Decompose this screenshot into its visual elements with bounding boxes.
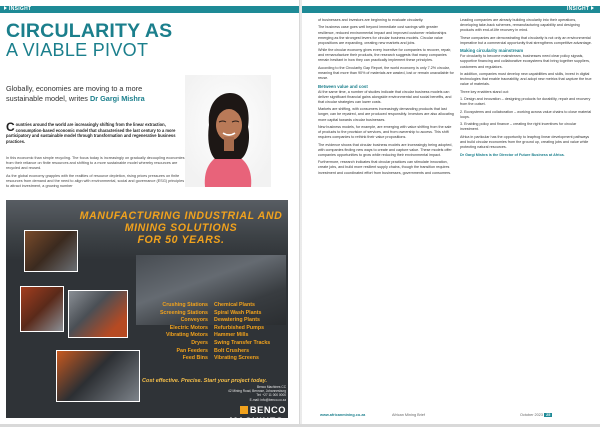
ad-product-item: Vibrating Motors — [166, 332, 208, 339]
benco-logo — [192, 405, 286, 426]
ad-photo — [20, 286, 64, 332]
ad-contact — [196, 385, 286, 402]
body-paragraph: According to the Circularity Gap Report, the world economy is only 7.2% circular, meaning that more than 90% of materials are wasted, lost or remain unavailable for reuse. — [318, 65, 454, 81]
ad-product-item: Feed Bins — [182, 355, 208, 362]
body-paragraph: In addition, companies must develop new capabilities and skills, invest in digital technologies that enable traceability, and adopt new metrics that capture the true value of materials. — [460, 72, 592, 87]
logo-mark-icon — [240, 406, 248, 414]
section-label: INSIGHT — [566, 6, 590, 12]
list-item: 2. Ecosystems and collaboration – working across value chains to close material loops. — [460, 109, 592, 119]
body-paragraph: Africa in particular has the opportunity to leapfrog linear development pathways and build circular economies from the ground up, creating jobs and value while protecting natural resources. — [460, 134, 590, 150]
ad-contact-line: E-mail: info@benco.co.za — [249, 397, 286, 402]
article-headline — [6, 22, 276, 60]
body-paragraph: As the global economy grapples with the realities of resource depletion, rising prices pressures on finite resources from demand and the need to align with environmental, social and governance (ESG) principles to attract investment, a growing number — [6, 173, 185, 189]
list-item: 1. Design and innovation – designing products for durability, repair and recovery from the outset. — [460, 97, 591, 107]
arrow-icon — [4, 6, 7, 10]
ad-product-item: Dryers — [191, 339, 208, 346]
left-body — [6, 156, 188, 191]
list-item: 3. Enabling policy and finance – creating the right incentives for circular investment. — [460, 122, 577, 132]
author-name: Dr Gargi Mishra — [89, 93, 145, 103]
footer-issue — [520, 413, 552, 417]
body-paragraph: Leading companies are already building circularity into their operations, developing take-back schemes, remanufacturing capability and designing products with end-of-life recovery in mind. — [460, 18, 580, 33]
ad-tagline: Cost effective. Precise. Start your project today. — [142, 378, 268, 384]
body-paragraph: Furthermore, research indicates that circular practices can stimulate innovation, create jobs, and build more resilient supply chains, though the transition requires investment and coordinated effort from businesses, governments and consumers. — [318, 160, 452, 175]
ad-logo-text: BENCO MACHINES. — [229, 405, 286, 426]
ad-title-line: MANUFACTURING INDUSTRIAL AND — [79, 210, 283, 222]
author-bio: Dr Gargi Mishra is the Director of Future Business at Africa. — [460, 152, 565, 157]
arrow-icon — [591, 6, 594, 10]
body-paragraph: The business case goes well beyond immediate cost savings with greater resilience, reduced environmental impact and improved customer relationships emerging as the strongest levers for circular business models. Circular value propositions are expanding, creating new markets and jobs. — [318, 25, 447, 45]
ad-product-item: Crushing Stations — [162, 302, 208, 308]
left-page — [0, 0, 300, 424]
body-paragraph: of businesses and investors are beginning to evaluate circularity. — [318, 18, 424, 22]
ad-title-line: MINING SOLUTIONS — [124, 222, 238, 234]
ad-product-item: Refurbished Pumps — [214, 324, 265, 331]
footer-website[interactable] — [320, 413, 365, 417]
headline-main: CIRCULARITY AS — [6, 20, 173, 42]
ad-product-item: Spiral Wash Plants — [214, 309, 262, 316]
dropcap: C — [6, 120, 15, 134]
section-label-bar — [0, 6, 300, 13]
ad-product-item: Dewatering Plants — [214, 317, 260, 324]
headline-sub: A VIABLE PIVOT — [6, 40, 149, 60]
benco-advertisement — [6, 200, 288, 426]
ad-product-item: Chemical Plants — [214, 302, 255, 308]
section-label-bar — [302, 6, 600, 13]
page-number: 25 — [546, 413, 551, 417]
ad-title — [76, 210, 286, 246]
footer-date: October 2023 — [520, 413, 544, 417]
lede-paragraph — [6, 122, 188, 144]
section-label: INSIGHT — [9, 6, 32, 12]
body-paragraph: The evidence shows that circular business models are increasingly being adopted, with companies finding new ways to create and capture value. These models offer companies opportunities to grow while reducing their environmental impact. — [318, 142, 453, 157]
body-paragraph: New business models, for example, are emerging with value shifting from the sale of products to the provision of services, and from ownership to access. This shift requires companies to rethink their value propositions. — [318, 125, 452, 140]
body-paragraph: Three key enablers stand out: — [460, 89, 509, 94]
subheading: Making circularity mainstream — [460, 48, 524, 54]
standfirst-text: Globally, economies are moving to a more sustainable model, writes — [6, 84, 143, 103]
standfirst — [6, 84, 176, 103]
ad-product-item: Swing Transfer Tracks — [214, 339, 271, 346]
ad-title-line: FOR 50 YEARS. — [137, 234, 225, 246]
ad-product-item: Conveyors — [180, 317, 208, 324]
body-paragraph: For circularity to become mainstream, businesses need clear policy signals, supportive financing and collaborative ecosystems that bring together suppliers, customers and regulators. — [460, 54, 590, 69]
right-column-b — [460, 18, 594, 160]
ad-products-left — [144, 302, 208, 363]
ad-contact-line: Benco Machines CC — [256, 385, 286, 389]
ad-contact-line: 42 Mining Road, Benrose, Johannesburg — [228, 389, 286, 394]
ad-photo — [56, 350, 140, 402]
ad-contact-line: Tel: +27 11 000 0000 — [256, 393, 286, 398]
lede-text: ountries around the world are increasingly shifting from the linear extraction, consumption-based economic model that characterised the last century to a more participatory and sustainable model through transformation and regenerative business practices. — [6, 122, 176, 144]
ad-products-right — [214, 302, 284, 363]
subheading: Between value and cost — [318, 83, 368, 89]
right-column-a — [318, 18, 454, 178]
ad-product-item: Electric Motors — [169, 324, 208, 331]
ad-photo — [68, 290, 128, 338]
ad-product-item: Screening Stations — [160, 309, 208, 316]
ad-photo — [24, 230, 78, 272]
author-portrait — [185, 75, 271, 187]
body-paragraph: At the same time, a number of studies indicate that circular business models can deliver significant financial gains alongside environmental and social benefits, and that circular strategies can lower costs. — [318, 89, 452, 104]
ad-product-item: Hammer Mills — [214, 332, 249, 339]
footer-publication — [392, 413, 425, 417]
ad-product-item: Pan Feeders — [176, 347, 208, 354]
body-paragraph: In this economic than simple recycling. The focus today is increasingly on gradually decoupling economies from their reliance on finite resources and shifting to a more sustainable model whereby resources are recycled and reused. — [6, 156, 185, 171]
ad-product-item: Vibrating Screens — [214, 355, 259, 362]
footer-publication-name: African Mining Brief — [392, 413, 425, 417]
ad-product-item: Bolt Crushers — [214, 347, 250, 354]
body-paragraph: These companies are demonstrating that circularity is not only an environmental imperative but a commercial opportunity that strengthens competitive advantage. — [460, 35, 592, 45]
body-paragraph: Markets are shifting, with consumers increasingly demanding products that last longer, can be repaired, and are produced responsibly. Investors are also allocating more capital towards circular businesses. — [318, 107, 454, 122]
body-paragraph: While the circular economy gives every incentive for companies to recover, repair, and remanufacture their products, the research suggests that many companies remain hesitant in how they can practically implement these principles. — [318, 48, 452, 63]
footer-link[interactable]: www.africanmining.co.za — [320, 413, 366, 417]
